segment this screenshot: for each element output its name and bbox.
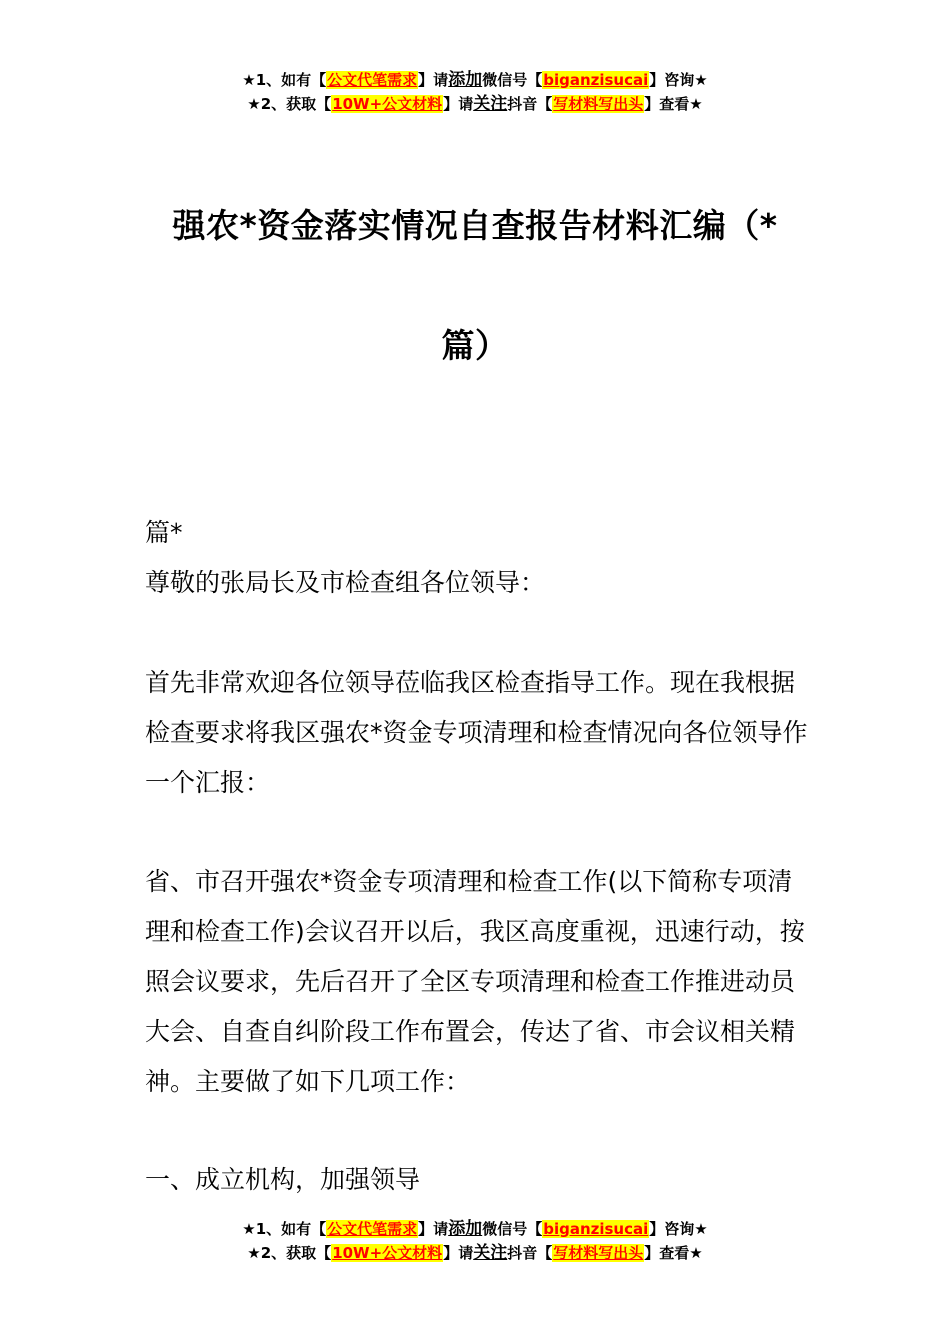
banner-highlight: 公文代笔需求 [327, 71, 418, 89]
banner-line-2: ★2、获取【10W+公文材料】请关注抖音【写材料写出头】查看★ [247, 1243, 703, 1263]
document-title-line-2: 篇） [441, 326, 509, 365]
section-label: 篇* [145, 518, 183, 547]
banner-highlight: 10W+公文材料 [332, 95, 443, 113]
banner-highlight: 10W+公文材料 [332, 1244, 443, 1262]
banner-highlight: biganzisucai [543, 1220, 649, 1238]
header-banner [0, 68, 950, 116]
banner-highlight: 写材料写出头 [553, 1244, 644, 1262]
banner-highlight: 写材料写出头 [553, 95, 644, 113]
banner-line-1: ★1、如有【公文代笔需求】请添加微信号【biganzisucai】咨询★ [242, 1219, 708, 1239]
banner-highlight: biganzisucai [543, 71, 649, 89]
footer-banner [0, 1217, 950, 1265]
paragraph-overview: 省、市召开强农*资金专项清理和检查工作(以下简称专项清理和检查工作)会议召开以后，我区高度重视，迅速行动，按照会议要求，先后召开了全区专项清理和检查工作推进动员大会、自查自纠阶段工作布置会，传达了省、市会议相关精神。主要做了如下几项工作： [145, 867, 805, 1096]
banner-highlight: 公文代笔需求 [327, 1220, 418, 1238]
section-heading: 一、成立机构，加强领导 [145, 1165, 421, 1194]
salutation: 尊敬的张局长及市检查组各位领导： [145, 568, 546, 597]
paragraph-intro: 首先非常欢迎各位领导莅临我区检查指导工作。现在我根据检查要求将我区强农*资金专项清理和检查情况向各位领导作一个汇报： [145, 668, 808, 797]
document-title-line-1: 强农*资金落实情况自查报告材料汇编（* [172, 206, 778, 245]
banner-line-2: ★2、获取【10W+公文材料】请关注抖音【写材料写出头】查看★ [247, 94, 703, 114]
banner-line-1: ★1、如有【公文代笔需求】请添加微信号【biganzisucai】咨询★ [242, 70, 708, 90]
